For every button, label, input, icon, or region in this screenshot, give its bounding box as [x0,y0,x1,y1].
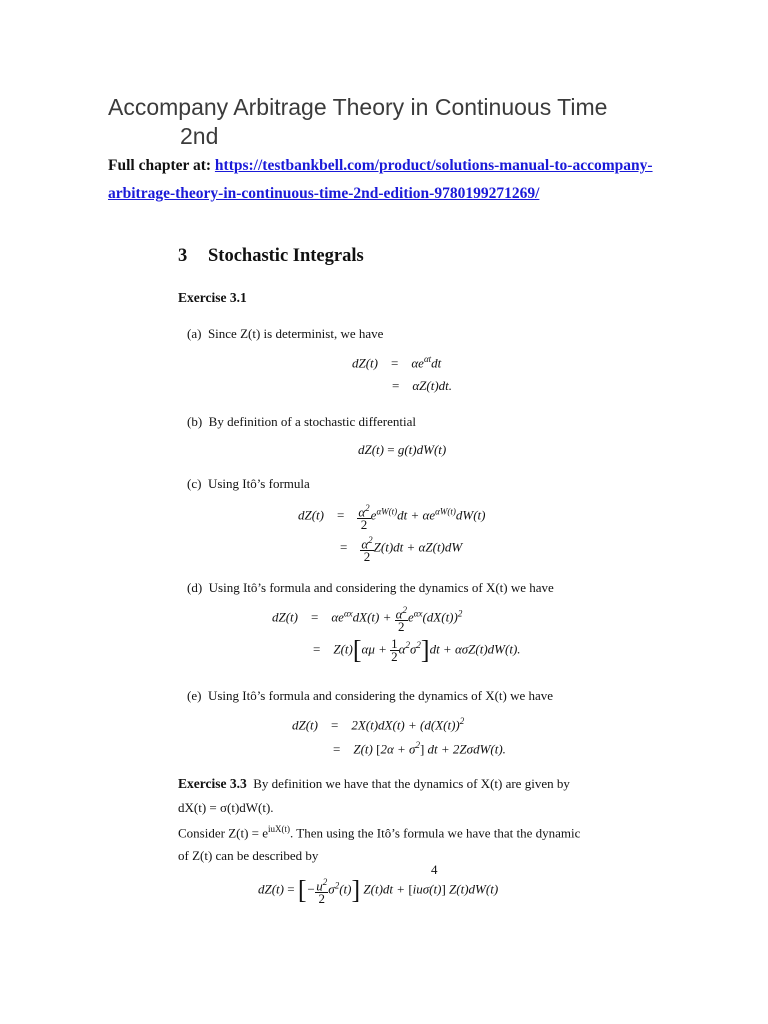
equation-c-line-2: = $\frac{\alpha^2}{2}$ Z(t)dt + αZ(t)dW [340,535,463,565]
equation-a-line-2: = αZ(t)dt. [392,378,453,393]
part-c-label: (c) [187,476,202,491]
full-chapter-line [108,157,653,175]
part-b-text: By definition of a stochastic differential [208,414,417,429]
part-e-label: (e) [187,688,202,703]
part-c [187,476,310,492]
equation-d-line-2: = Z(t)[αμ + $\frac{1}{2}$ $\alpha^2\sigma^2]dt + \alpha\sigma Z(t)dW(t)$. [313,635,521,665]
equation-c-line-1: dZ(t) = $\frac{\alpha^2}{2}$ $e^{\alpha W(t)}dt + \alpha e^{\alpha W(t)}dW(t)$ [298,503,486,533]
full-chapter-line-2 [108,185,539,203]
part-a-text: Since Z(t) is determinist, we have [207,326,384,341]
equation-3-3: dZ(t) = [− $\frac{u^2}{2}$ $\sigma^2(t)$] Z(t)dt + [iuσ(t)] Z(t)dW(t) [258,875,499,907]
exercise-3-3-line-3 [178,824,580,841]
part-d [187,580,554,596]
part-a [187,326,383,342]
exercise-3-3-exponent: iuX(t) [268,824,291,834]
exercise-3-3-text-1: By definition we have that the dynamics of X(t) are given by [253,776,570,791]
chapter-link-part-1[interactable]: https://testbankbell.com/product/solutions-manual-to-accompany- [214,157,653,174]
part-b-label: (b) [187,414,203,429]
equation-d-line-1: dZ(t) = $\alpha e^{\alpha x}dX(t)$ + $\frac{\alpha^2}{2}$ $e^{\alpha x}(dX(t))^2$ [272,605,463,635]
exercise-3-3-text-3b: . Then using the Itô’s formula we have that the dynamic [290,825,581,841]
part-d-label: (d) [187,580,203,595]
chapter-link-part-2[interactable]: arbitrage-theory-in-continuous-time-2nd-edition-9780199271269/ [108,185,540,202]
document-title [108,93,668,151]
part-e-text: Using Itô’s formula and considering the dynamics of X(t) we have [207,688,554,703]
full-chapter-label: Full chapter at: [108,157,215,174]
equation-e-line-2: = Z(t) $[2\alpha + \sigma^2]$ dt + 2ZσdW(t). [333,740,506,757]
equation-e-line-1: dZ(t) = $2X(t)dX(t) + (d(X(t))^2$ [292,716,465,733]
equation-b: dZ(t) = g(t)dW(t) [358,442,447,457]
page-number: 4 [431,862,438,877]
section-number: 3 [178,246,188,266]
exercise-3-3-line-1 [178,776,570,792]
exercise-3-1-heading: Exercise 3.1 [178,290,247,305]
part-a-label: (a) [187,326,202,341]
section-heading [178,246,364,267]
equation-a-line-1: dZ(t) = $\alpha e^{\alpha t}dt$ [352,354,442,371]
part-b [187,414,416,430]
exercise-3-3-text-3a: Consider Z(t) = e [178,825,269,841]
part-e [187,688,553,704]
exercise-3-3-line-2: dX(t) = σ(t)dW(t). [178,800,274,815]
part-d-text: Using Itô’s formula and considering the dynamics of X(t) we have [208,580,554,595]
exercise-3-3-heading: Exercise 3.3 [178,776,247,791]
exercise-3-3-line-4: of Z(t) can be described by [178,848,319,863]
title-line-1: Accompany Arbitrage Theory in Continuous Time [108,94,608,120]
part-c-text: Using Itô’s formula [207,476,310,491]
title-line-2: 2nd [180,123,219,149]
section-title: Stochastic Integrals [208,246,364,266]
